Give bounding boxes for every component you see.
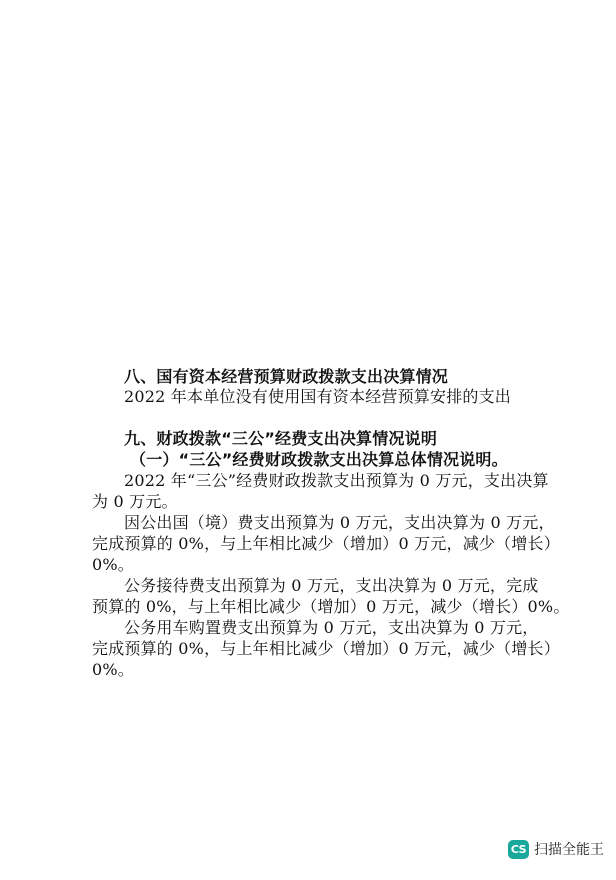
paragraph-line: 公务用车购置费支出预算为 0 万元，支出决算为 0 万元， [124, 618, 539, 637]
paragraph-line: 预算的 0%，与上年相比减少（增加）0 万元，减少（增长）0%。 [92, 597, 570, 616]
paragraph-line: 完成预算的 0%，与上年相比减少（增加）0 万元，减少（增长） [92, 639, 560, 658]
paragraph-line: 0%。 [92, 555, 134, 574]
section-8-body: 2022 年本单位没有使用国有资本经营预算安排的支出 [124, 387, 512, 406]
paragraph-line: 为 0 万元。 [92, 492, 178, 511]
section-8-heading: 八、国有资本经营预算财政拨款支出决算情况 [124, 367, 449, 386]
scanner-watermark [508, 838, 604, 860]
section-9-heading: 九、财政拨款“三公”经费支出决算情况说明 [124, 429, 438, 448]
camscanner-logo-icon: CS [508, 840, 529, 859]
paragraph-line: 因公出国（境）费支出预算为 0 万元，支出决算为 0 万元， [124, 513, 555, 532]
paragraph-line: 完成预算的 0%，与上年相比减少（增加）0 万元，减少（增长） [92, 534, 560, 553]
section-9-subheading: （一）“三公”经费财政拨款支出决算总体情况说明。 [130, 450, 508, 469]
paragraph-line: 2022 年“三公”经费财政拨款支出预算为 0 万元，支出决算 [124, 471, 549, 490]
watermark-label: 扫描全能王 [534, 842, 604, 858]
paragraph-line: 0%。 [92, 660, 134, 679]
paragraph-line: 公务接待费支出预算为 0 万元，支出决算为 0 万元，完成 [124, 576, 539, 595]
